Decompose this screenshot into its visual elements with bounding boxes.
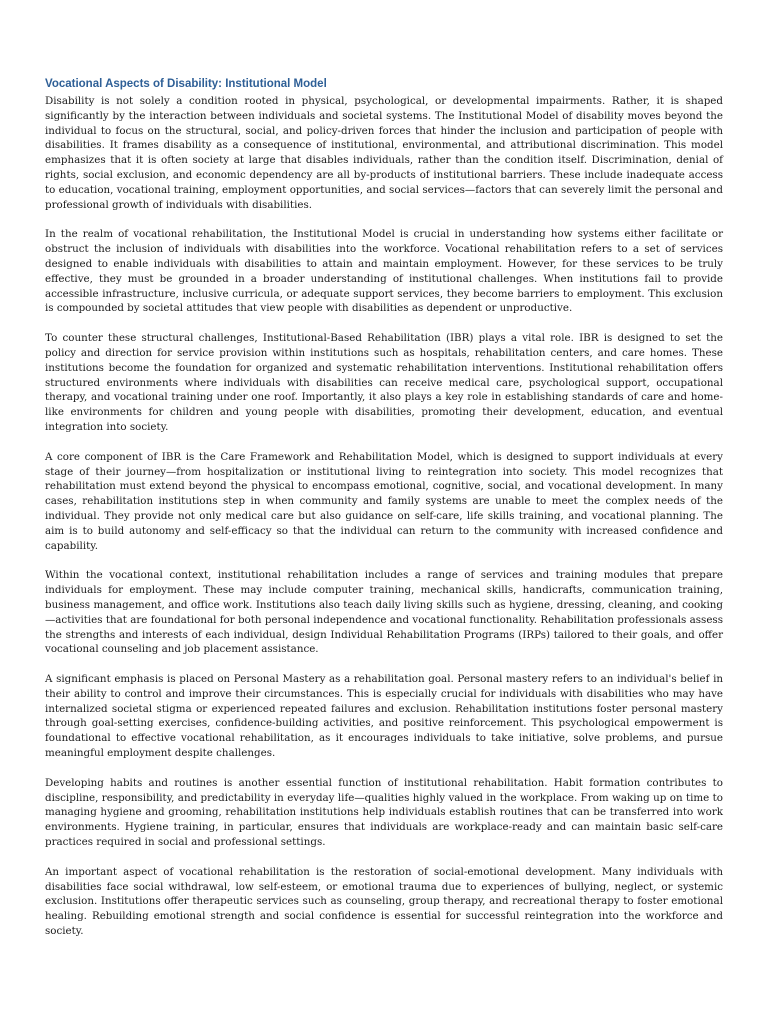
- paragraph-6: A significant emphasis is placed on Personal Mastery as a rehabilitation goal. Personal mastery refers to an individual's belief in their ability to control and improve their circumstances. This is especially crucial for individuals with disabilities who may have internalized societal stigma or experienced repeated failures and exclusion. Rehabilitation institutions foster personal mastery through goal-setting exercises, confidence-building activities, and positive reinforcement. This psychological empowerment is foundational to effective vocational rehabilitation, as it encourages individuals to take initiative, solve problems, and pursue meaningful employment despite challenges.: [45, 673, 723, 760]
- document-heading: Vocational Aspects of Disability: Institutional Model: [45, 78, 327, 90]
- paragraph-5: Within the vocational context, institutional rehabilitation includes a range of services and training modules that prepare individuals for employment. These may include computer training, mechanical skills, handicrafts, communication training, business management, and office work. Institutions also teach daily living skills such as hygiene, dressing, cleaning, and cooking—activities that are foundational for both personal independence and vocational functionality. Rehabilitation professionals assess the strengths and interests of each individual, design Individual Rehabilitation Programs (IRPs) tailored to their goals, and offer vocational counseling and job placement assistance.: [45, 569, 723, 656]
- paragraph-7: Developing habits and routines is another essential function of institutional rehabilitation. Habit formation contributes to discipline, responsibility, and predictability in everyday life—qualities highly valued in the workplace. From waking up on time to managing hygiene and grooming, rehabilitation institutions help individuals establish routines that can be transferred into work environments. Hygiene training, in particular, ensures that individuals are workplace-ready and can maintain basic self-care practices required in social and professional settings.: [45, 776, 723, 849]
- document-page: [45, 77, 723, 954]
- paragraph-3: To counter these structural challenges, Institutional-Based Rehabilitation (IBR) plays a vital role. IBR is designed to set the policy and direction for service provision within institutions such as hospitals, rehabilitation centers, and care homes. These institutions become the foundation for organized and systematic rehabilitation interventions. Institutional rehabilitation offers structured environments where individuals with disabilities can receive medical care, psychological support, occupational therapy, and vocational training under one roof. Importantly, it also plays a key role in establishing standards of care and home-like environments for children and young people with disabilities, promoting their development, education, and eventual integration into society.: [45, 332, 723, 433]
- paragraph-1: Disability is not solely a condition rooted in physical, psychological, or developmental impairments. Rather, it is shaped significantly by the interaction between individuals and societal systems. The Institutional Model of disability moves beyond the individual to focus on the structural, social, and policy-driven forces that hinder the inclusion and participation of people with disabilities. It frames disability as a consequence of institutional, environmental, and attributional discrimination. This model emphasizes that it is often society at large that disables individuals, rather than the condition itself. Discrimination, denial of rights, social exclusion, and economic dependency are all by-products of institutional barriers. These include inadequate access to education, vocational training, employment opportunities, and social services—factors that can severely limit the personal and professional growth of individuals with disabilities.: [45, 95, 723, 211]
- paragraph-2: In the realm of vocational rehabilitation, the Institutional Model is crucial in understanding how systems either facilitate or obstruct the inclusion of individuals with disabilities into the workforce. Vocational rehabilitation refers to a set of services designed to enable individuals with disabilities to attain and maintain employment. However, for these services to be truly effective, they must be grounded in a broader understanding of institutional challenges. When institutions fail to provide accessible infrastructure, inclusive curricula, or adequate support services, they become barriers to employment. This exclusion is compounded by societal attitudes that view people with disabilities as dependent or unproductive.: [45, 228, 723, 315]
- paragraph-8: An important aspect of vocational rehabilitation is the restoration of social-emotional development. Many individuals with disabilities face social withdrawal, low self-esteem, or emotional trauma due to experiences of bullying, neglect, or systemic exclusion. Institutions offer therapeutic services such as counseling, group therapy, and recreational therapy to foster emotional healing. Rebuilding emotional strength and social confidence is essential for successful reintegration into the workforce and society.: [45, 865, 723, 938]
- paragraph-4: A core component of IBR is the Care Framework and Rehabilitation Model, which is designed to support individuals at every stage of their journey—from hospitalization or institutional living to reintegration into society. This model recognizes that rehabilitation must extend beyond the physical to encompass emotional, cognitive, social, and vocational development. In many cases, rehabilitation institutions step in when community and family systems are unable to meet the complex needs of the individual. They provide not only medical care but also guidance on self-care, life skills training, and vocational planning. The aim is to build autonomy and self-efficacy so that the individual can return to the community with increased confidence and capability.: [45, 450, 723, 552]
